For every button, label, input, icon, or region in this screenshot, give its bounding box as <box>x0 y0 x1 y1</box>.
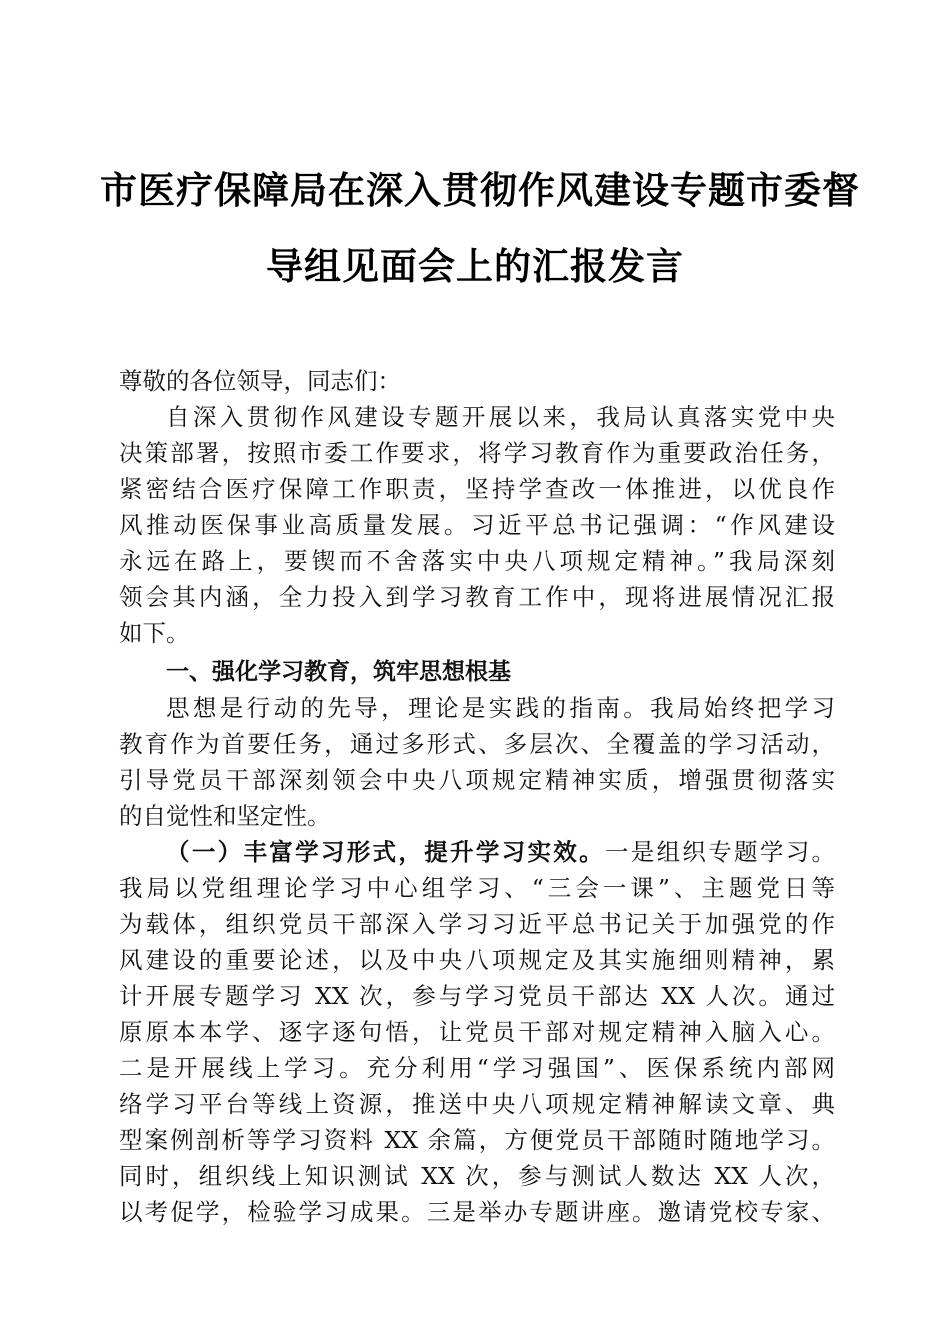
salutation: 尊敬的各位领导，同志们： <box>119 367 401 395</box>
document-title-line-2: 导组见面会上的汇报发言 <box>266 244 684 288</box>
intro-line: 领会其内涵，全力投入到学习教育工作中，现将进展情况汇报 <box>119 583 835 611</box>
intro-line: 永远在路上，要锲而不舍落实中央八项规定精神。”我局深刻 <box>119 547 835 575</box>
intro-line: 如下。 <box>119 619 190 647</box>
subsection-paragraph-line: 二是开展线上学习。充分利用“学习强国”、医保系统内部网 <box>119 1054 835 1082</box>
intro-line: 自深入贯彻作风建设专题开展以来，我局认真落实党中央 <box>166 403 835 431</box>
section-paragraph-line: 的自觉性和坚定性。 <box>119 802 331 830</box>
section-paragraph-line: 教育作为首要任务，通过多形式、多层次、全覆盖的学习活动， <box>119 730 835 758</box>
subsection-first-line-rest: 一是组织专题学习。 <box>604 838 836 866</box>
subsection-paragraph-line: 风建设的重要论述，以及中央八项规定及其实施细则精神，累 <box>119 946 835 974</box>
subsection-paragraph-line: 原原本本学、逐字逐句悟，让党员干部对规定精神入脑入心。 <box>119 1018 835 1046</box>
subsection-first-line <box>166 835 835 869</box>
subsection-paragraph-line: 络学习平台等线上资源，推送中央八项规定精神解读文章、典 <box>119 1090 835 1118</box>
section-paragraph-line: 引导党员干部深刻领会中央八项规定精神实质，增强贯彻落实 <box>119 766 835 794</box>
intro-line: 紧密结合医疗保障工作职责，坚持学查改一体推进，以优良作 <box>119 475 835 503</box>
document-title-line-1: 市医疗保障局在深入贯彻作风建设专题市委督 <box>100 168 860 212</box>
intro-line: 风推动医保事业高质量发展。习近平总书记强调：“作风建设 <box>119 511 835 539</box>
subsection-paragraph-line: 我局以党组理论学习中心组学习、“三会一课”、主题党日等 <box>119 874 835 902</box>
section-heading: 一、强化学习教育，筑牢思想根基 <box>166 659 511 685</box>
subsection-paragraph-line: 为载体，组织党员干部深入学习习近平总书记关于加强党的作 <box>119 910 835 938</box>
intro-line: 决策部署，按照市委工作要求，将学习教育作为重要政治任务， <box>119 439 835 467</box>
subsection-paragraph-line: 型案例剖析等学习资料 XX 余篇，方便党员干部随时随地学习。 <box>119 1126 835 1154</box>
section-paragraph-line: 思想是行动的先导，理论是实践的指南。我局始终把学习 <box>166 694 835 722</box>
subsection-heading: （一）丰富学习形式，提升学习实效。 <box>166 838 605 866</box>
subsection-paragraph-line: 计开展专题学习 XX 次，参与学习党员干部达 XX 人次。通过 <box>119 982 835 1010</box>
subsection-paragraph-line: 同时，组织线上知识测试 XX 次，参与测试人数达 XX 人次， <box>119 1162 835 1190</box>
subsection-paragraph-line: 以考促学，检验学习成果。三是举办专题讲座。邀请党校专家、 <box>119 1198 835 1226</box>
